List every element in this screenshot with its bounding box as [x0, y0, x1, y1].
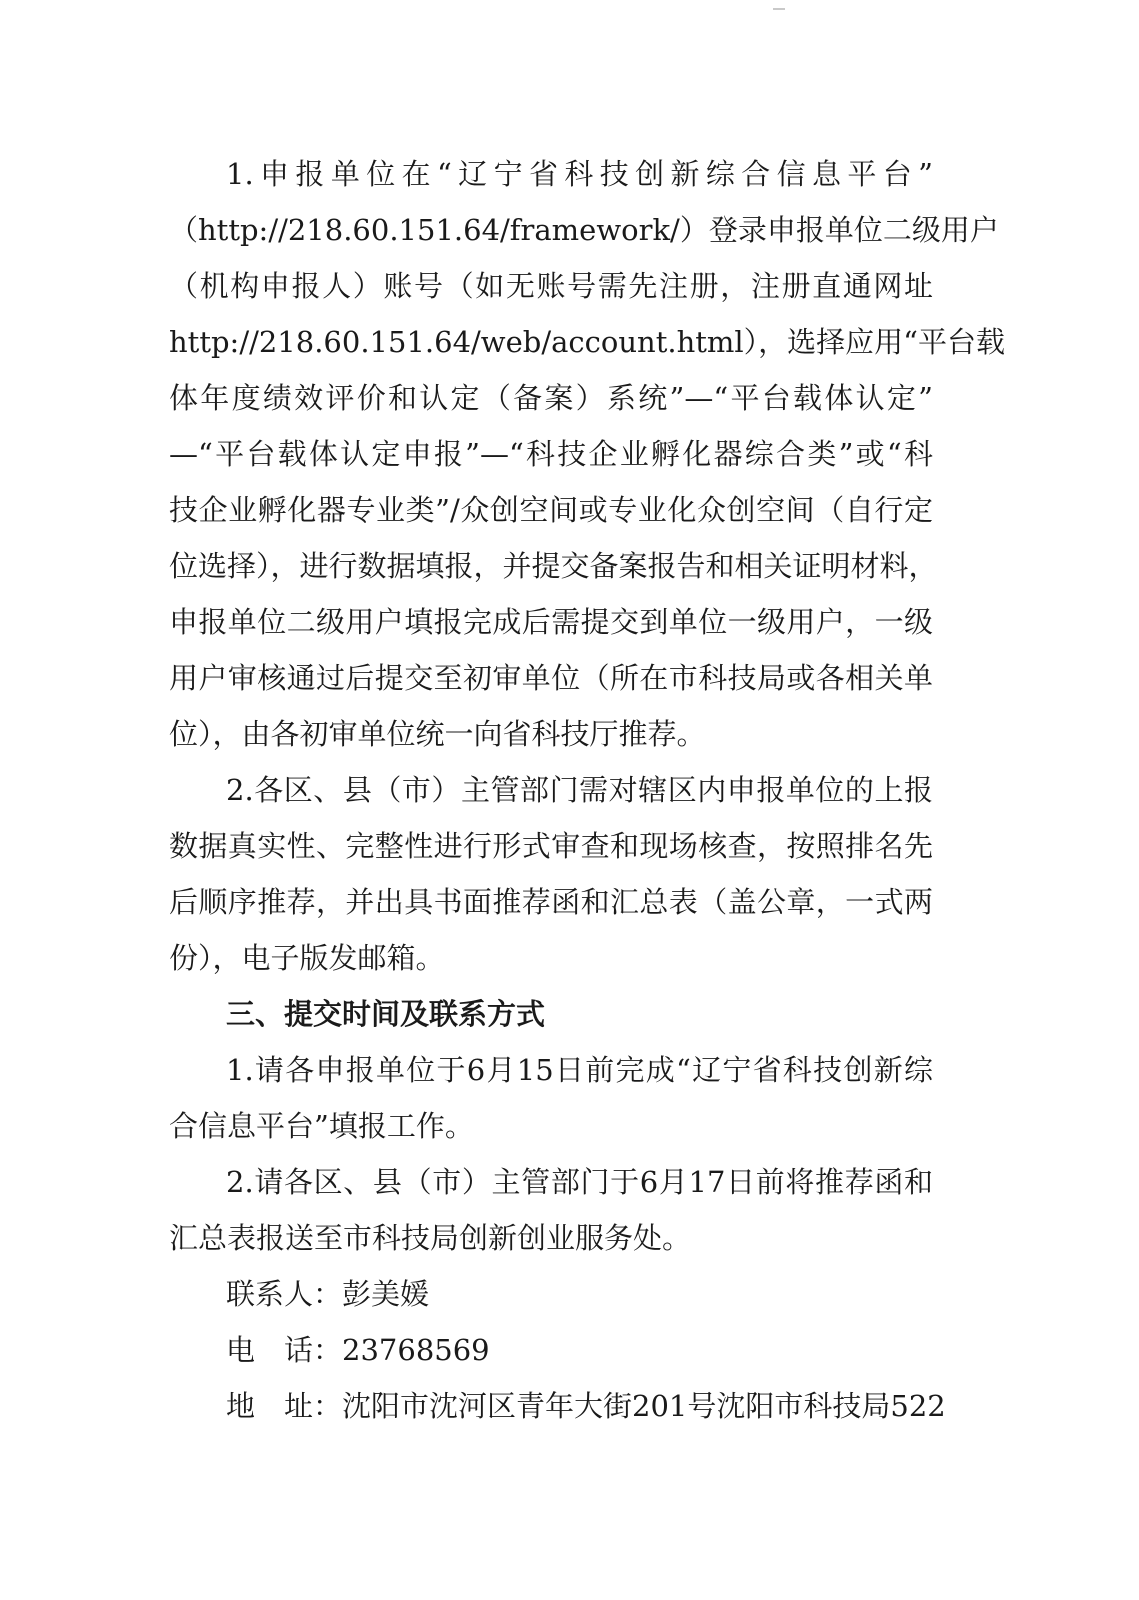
paragraph-line: 汇总表报送至市科技局创新创业服务处。 — [169, 1221, 692, 1255]
paragraph-line: 1.申报单位在“辽宁省科技创新综合信息平台” — [226, 157, 933, 191]
paragraph-line: 1.请各申报单位于6月15日前完成“辽宁省科技创新综 — [226, 1053, 933, 1087]
paragraph-line: 2.各区、县（市）主管部门需对辖区内申报单位的上报 — [226, 773, 933, 807]
contact-person — [226, 1274, 429, 1314]
paragraph-line: （http://218.60.151.64/framework/）登录申报单位二级用户 — [169, 213, 999, 247]
contact-person-value: 彭美媛 — [342, 1277, 430, 1311]
paragraph-line: （机构申报人）账号（如无账号需先注册，注册直通网址 — [169, 269, 933, 303]
paragraph-line: 数据真实性、完整性进行形式审查和现场核查，按照排名先 — [169, 829, 933, 863]
paragraph-line: 位选择），进行数据填报，并提交备案报告和相关证明材料， — [169, 549, 938, 583]
contact-phone — [226, 1330, 490, 1370]
paragraph-line: http://218.60.151.64/web/account.html），选择应用“平台载 — [169, 325, 1006, 359]
paragraph-line: 份），电子版发邮箱。 — [169, 941, 445, 975]
paragraph-line: 2.请各区、县（市）主管部门于6月17日前将推荐函和 — [226, 1165, 933, 1199]
contact-phone-label: 电 话： — [226, 1333, 343, 1367]
paragraph-line: 位），由各初审单位统一向省科技厅推荐。 — [169, 717, 706, 751]
contact-person-label: 联系人： — [226, 1277, 343, 1311]
paragraph-line: —“平台载体认定申报”—“科技企业孵化器综合类”或“科 — [169, 437, 933, 471]
paragraph-line: 用户审核通过后提交至初审单位（所在市科技局或各相关单 — [169, 661, 933, 695]
paragraph-line: 申报单位二级用户填报完成后需提交到单位一级用户，一级 — [169, 605, 933, 639]
contact-phone-value: 23768569 — [342, 1333, 490, 1367]
contact-address-label: 地 址： — [226, 1389, 343, 1423]
scan-mark — [773, 8, 785, 10]
contact-address-value: 沈阳市沈河区青年大街201号沈阳市科技局522 — [342, 1389, 946, 1423]
contact-address — [226, 1386, 946, 1426]
paragraph-line: 合信息平台”填报工作。 — [169, 1109, 474, 1143]
paragraph-line: 体年度绩效评价和认定（备案）系统”—“平台载体认定” — [169, 381, 933, 415]
paragraph-line: 技企业孵化器专业类”/众创空间或专业化众创空间（自行定 — [169, 493, 933, 527]
paragraph-line: 后顺序推荐，并出具书面推荐函和汇总表（盖公章，一式两 — [169, 885, 933, 919]
section-heading: 三、提交时间及联系方式 — [226, 997, 546, 1031]
